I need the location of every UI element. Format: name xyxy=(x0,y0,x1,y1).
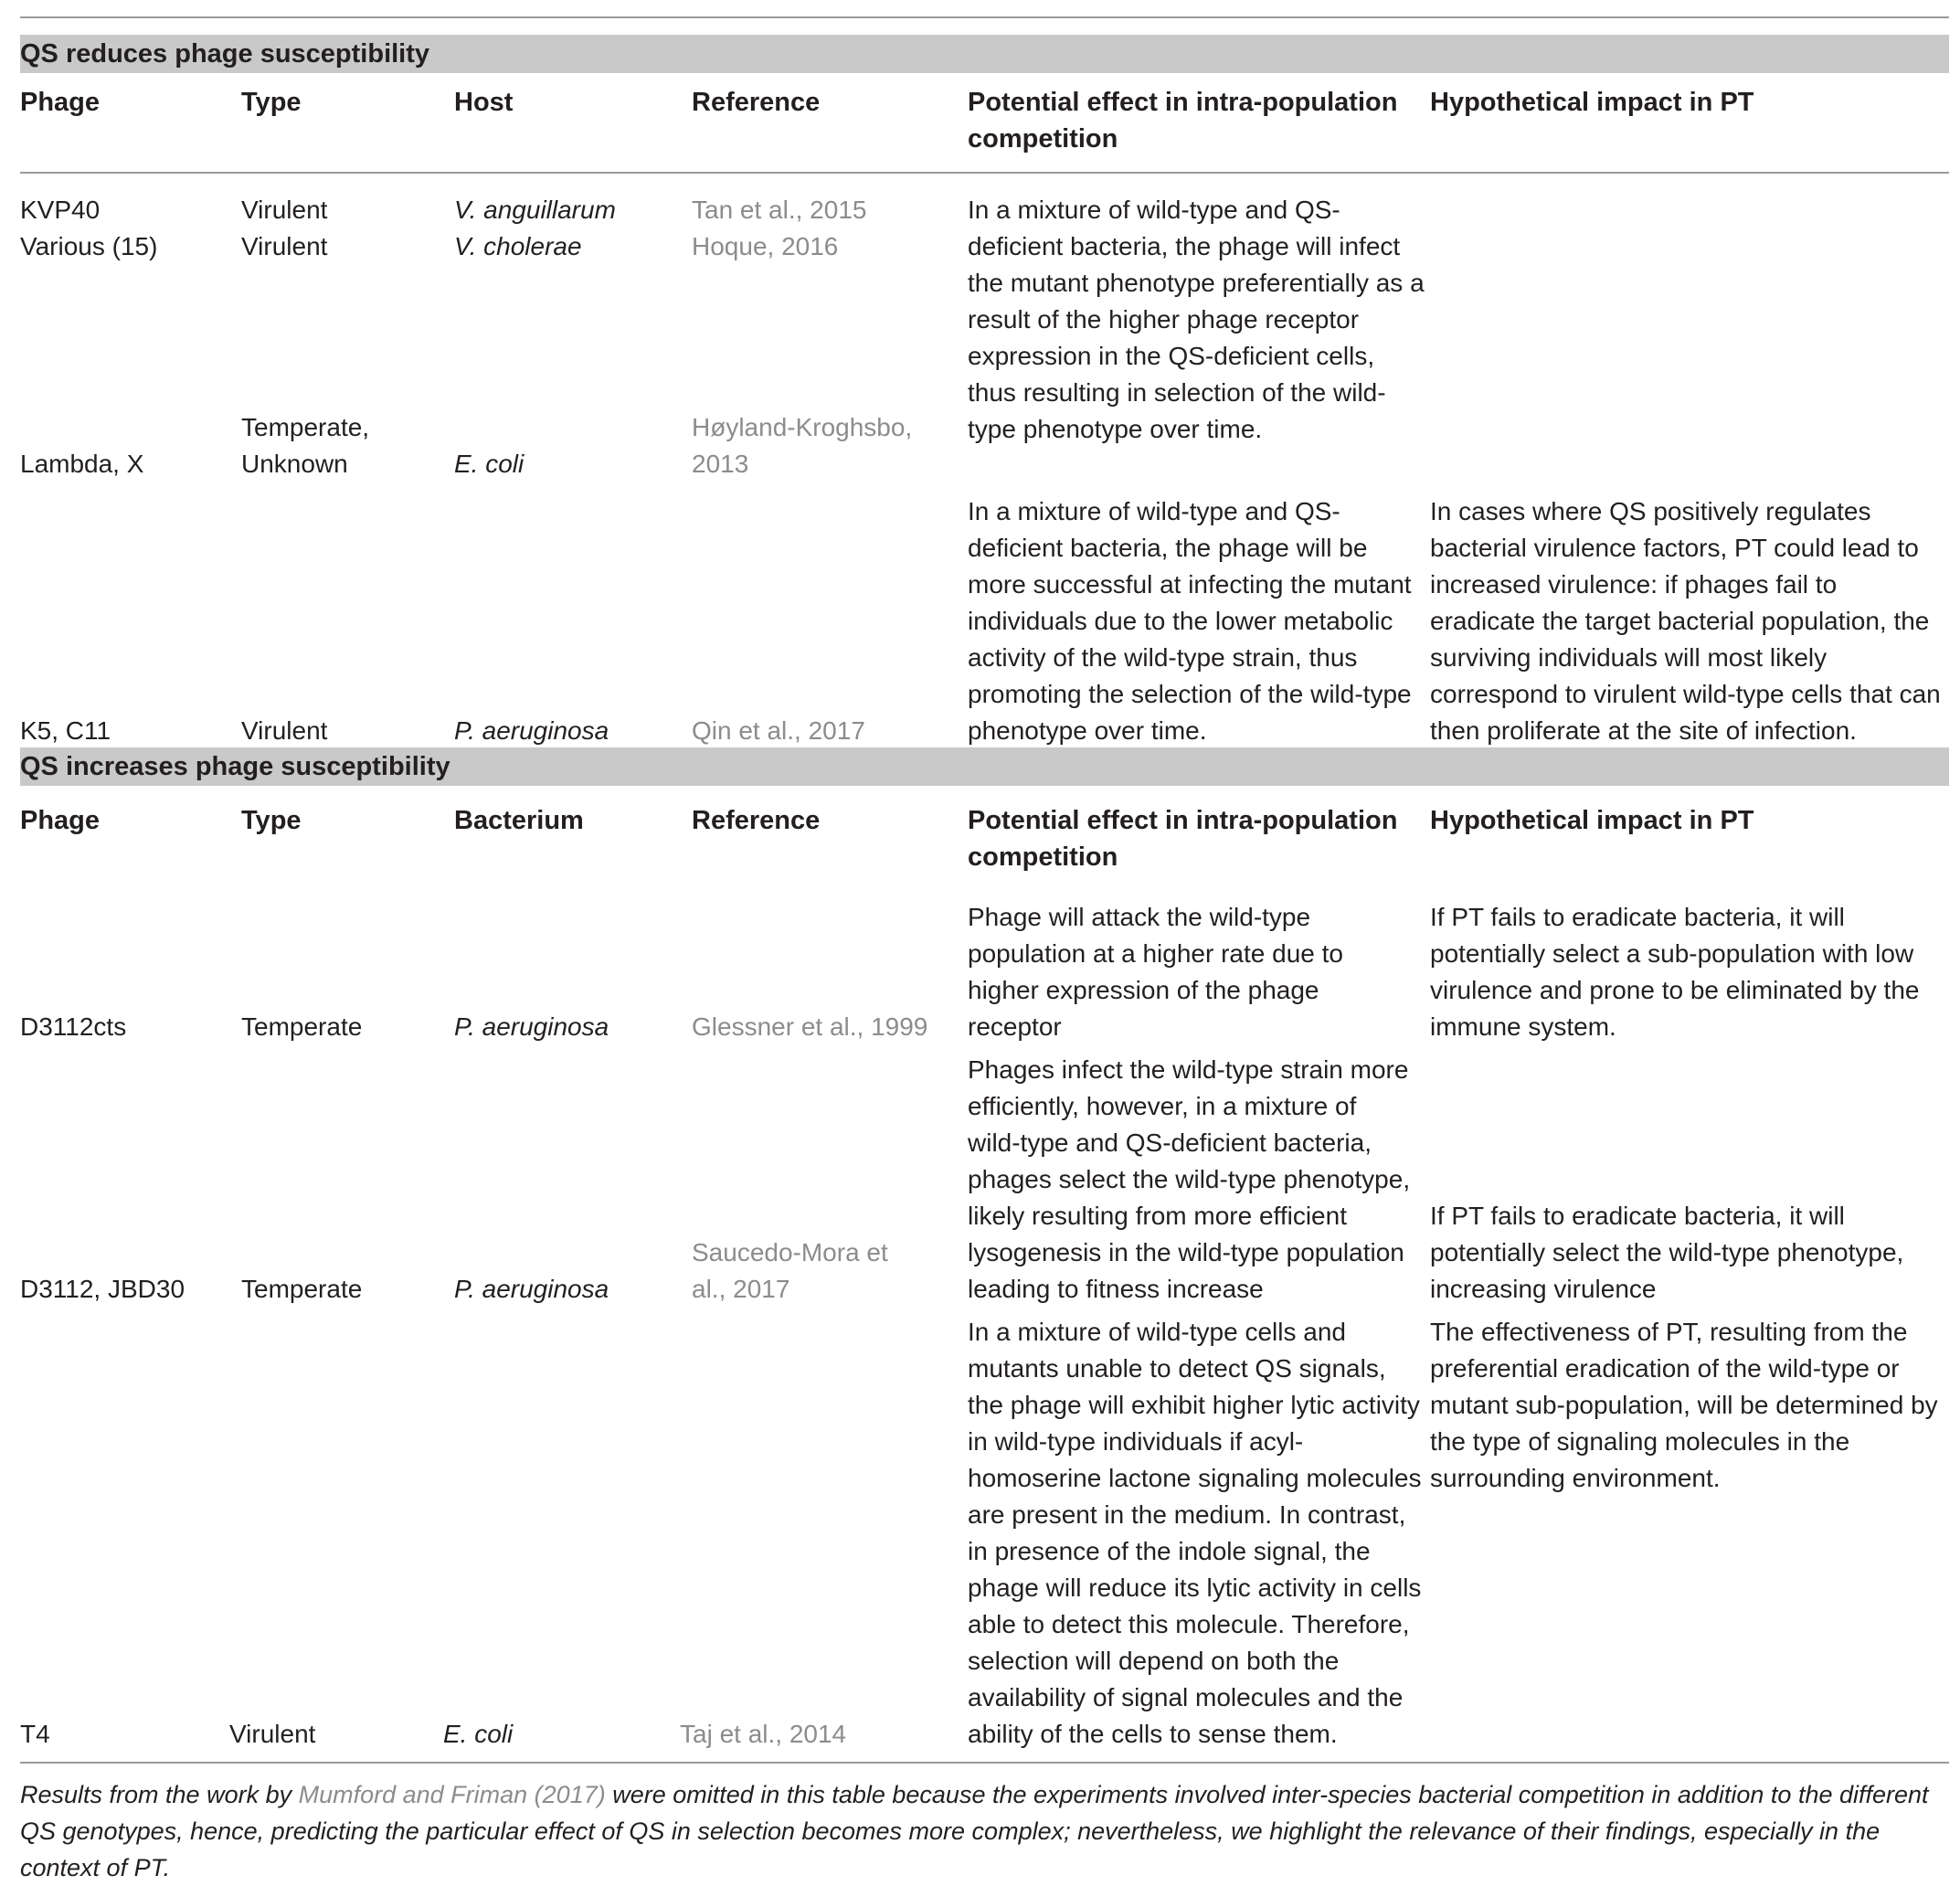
table-top-rule xyxy=(20,16,1949,18)
col-header-effect: Potential effect in intra-population competition xyxy=(968,88,1398,154)
cell-effect: Phages infect the wild-type strain more efficiently, however, in a mixture of wild-type and QS-deficient bacteria, phages select the wild-type phenotype, likely resulting from more efficient lysogenesis in the wild-type population leading to fitness increase xyxy=(968,1055,1411,1303)
cell-reference: Tan et al., 2015 xyxy=(692,196,867,224)
cell-reference: Høyland-Kroghsbo, 2013 xyxy=(692,413,913,478)
col-header-phage: Phage xyxy=(20,806,101,835)
cell-effect: In a mixture of wild-type and QS-deficient bacteria, the phage will infect the mutant phenotype preferentially as a result of the higher phage receptor expression in the QS-deficient cells, thus resulting in selection of the wild-type phenotype over time. xyxy=(968,196,1425,443)
cell-reference: Saucedo-Mora et al., 2017 xyxy=(692,1238,888,1303)
cell-host: V. cholerae xyxy=(454,232,582,260)
cell-reference: Hoque, 2016 xyxy=(692,232,839,260)
cell-phage: D3112, JBD30 xyxy=(20,1275,185,1303)
cell-host: V. anguillarum xyxy=(454,196,616,224)
cell-effect: In a mixture of wild-type and QS-deficient bacteria, the phage will be more successful at infecting the mutant individuals due to the lower metabolic activity of the wild-type strain, thus promoting the selection of the wild-type phenotype over time. xyxy=(968,497,1412,745)
section-title: QS increases phage susceptibility xyxy=(20,752,450,781)
cell-type: Temperate xyxy=(241,1012,363,1041)
cell-type: Virulent xyxy=(229,1720,316,1748)
cell-impact: If PT fails to eradicate bacteria, it will potentially select the wild-type phenotype, increasing virulence xyxy=(1430,1202,1904,1303)
footnote-suffix: were omitted in this table because the experiments involved inter-species bacterial competition in addition to the different QS genotypes, hence, predicting the particular effect of QS in selection becomes more complex; nevertheless, we highlight the relevance of their findings, especially in the context of PT. xyxy=(20,1781,1929,1881)
cell-effect: Phage will attack the wild-type population at a higher rate due to higher expression of the phage receptor xyxy=(968,903,1343,1041)
cell-phage: Lambda, X xyxy=(20,450,144,478)
col-header-type: Type xyxy=(241,806,302,835)
section-header-qs-increases xyxy=(20,747,1949,786)
col-header-type: Type xyxy=(241,88,302,117)
col-header-impact: Hypothetical impact in PT xyxy=(1430,806,1754,835)
cell-impact: In cases where QS positively regulates bacterial virulence factors, PT could lead to increased virulence: if phages fail to eradicate the target bacterial population, the surviving individuals will most likely correspond to virulent wild-type cells that can then proliferate at the site of infection. xyxy=(1430,497,1941,745)
cell-type: Temperate, Unknown xyxy=(241,413,370,478)
cell-phage: KVP40 xyxy=(20,196,101,224)
cell-host: P. aeruginosa xyxy=(454,1012,609,1041)
cell-impact: If PT fails to eradicate bacteria, it will potentially select a sub-population with low virulence and prone to be eliminated by the immune system. xyxy=(1430,903,1920,1041)
col-header-reference: Reference xyxy=(692,806,821,835)
cell-type: Virulent xyxy=(241,232,328,260)
cell-host: E. coli xyxy=(443,1720,514,1748)
col-header-impact: Hypothetical impact in PT xyxy=(1430,88,1754,117)
section-title: QS reduces phage susceptibility xyxy=(20,39,430,69)
cell-phage: T4 xyxy=(20,1720,50,1748)
footnote-citation-link[interactable]: Mumford and Friman (2017) xyxy=(298,1781,606,1808)
col-header-host: Host xyxy=(454,88,514,117)
col-header-reference: Reference xyxy=(692,88,821,117)
cell-effect: In a mixture of wild-type cells and mutants unable to detect QS signals, the phage will exhibit higher lytic activity in wild-type individuals if acyl-homoserine lactone signaling molecules are present in the medium. In contrast, in presence of the indole signal, the phage will reduce its lytic activity in cells able to detect this molecule. Therefore, selection will depend on both the availability of signal molecules and the ability of the cells to sense them. xyxy=(968,1318,1422,1748)
cell-type: Virulent xyxy=(241,716,328,745)
col-header-phage: Phage xyxy=(20,88,101,117)
header-rule xyxy=(20,172,1949,174)
cell-reference: Qin et al., 2017 xyxy=(692,716,865,745)
cell-reference: Taj et al., 2014 xyxy=(680,1720,847,1748)
cell-phage: D3112cts xyxy=(20,1012,127,1041)
cell-phage: Various (15) xyxy=(20,232,158,260)
cell-impact: The effectiveness of PT, resulting from the preferential eradication of the wild-type or mutant sub-population, will be determined by the type of signaling molecules in the surrounding environment. xyxy=(1430,1318,1938,1492)
cell-host: P. aeruginosa xyxy=(454,1275,609,1303)
col-header-effect: Potential effect in intra-population competition xyxy=(968,806,1398,872)
cell-type: Temperate xyxy=(241,1275,363,1303)
cell-phage: K5, C11 xyxy=(20,716,111,745)
cell-type: Virulent xyxy=(241,196,328,224)
section-header-qs-reduces xyxy=(20,35,1949,73)
cell-host: P. aeruginosa xyxy=(454,716,609,745)
cell-host: E. coli xyxy=(454,450,524,478)
table-footnote xyxy=(20,1776,1948,1886)
col-header-bacterium: Bacterium xyxy=(454,806,584,835)
cell-reference: Glessner et al., 1999 xyxy=(692,1012,928,1041)
footnote-prefix: Results from the work by xyxy=(20,1781,299,1808)
table-bottom-rule xyxy=(20,1762,1949,1764)
